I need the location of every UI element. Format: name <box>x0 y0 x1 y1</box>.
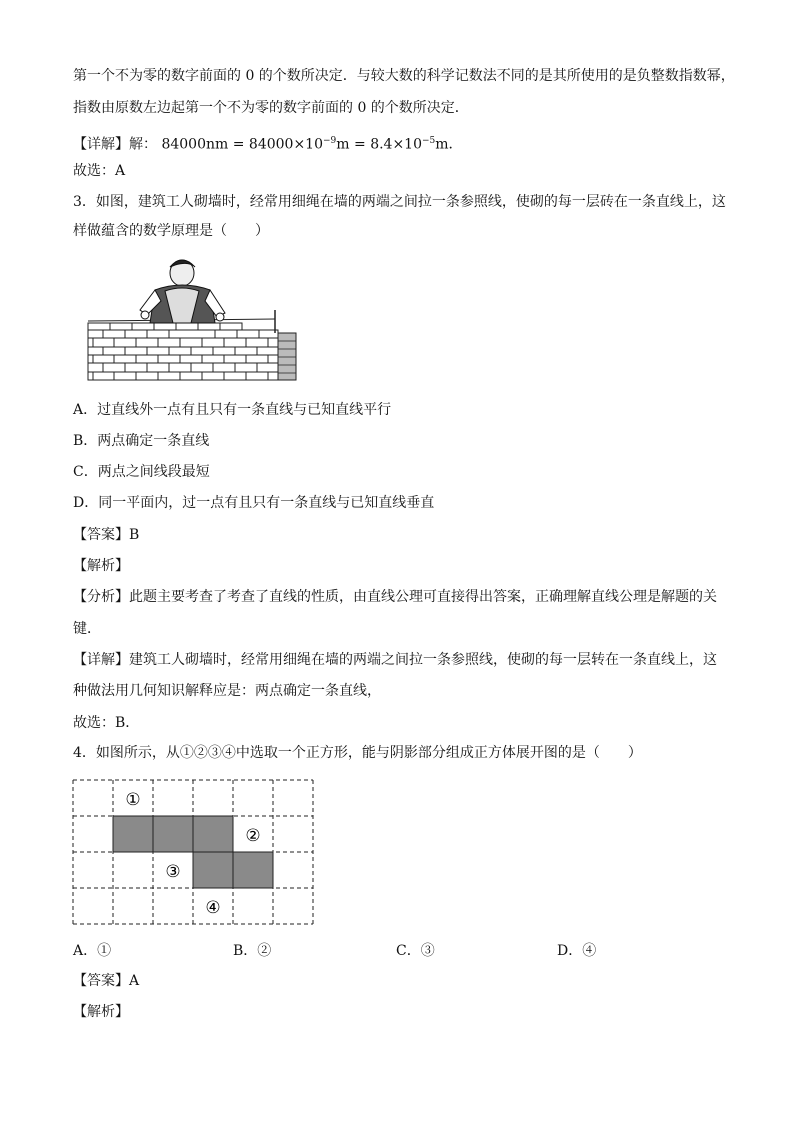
q3-option-b: B．两点确定一条直线 <box>73 433 210 449</box>
q4-stem: 4．如图所示，从①②③④中选取一个正方形，能与阴影部分组成正方体展开图的是（ ） <box>73 745 642 761</box>
grid-label-2: ② <box>245 826 261 846</box>
grid-label-1: ① <box>125 790 141 810</box>
q3-analysis-heading: 【解析】 <box>73 558 129 574</box>
q2-choice: 故选：A <box>73 163 126 179</box>
q2-exponent-a: −9 <box>323 136 337 146</box>
q3-stem-line-1: 3．如图，建筑工人砌墙时，经常用细绳在墙的两端之间拉一条参照线，使砌的每一层砖在一条直线上，这 <box>73 194 726 210</box>
q3-answer: 【答案】B <box>73 527 140 543</box>
q3-stem-line-2: 样做蕴含的数学原理是（ ） <box>73 223 269 239</box>
q4-analysis-heading: 【解析】 <box>73 1004 129 1020</box>
q2-exponent-b: −5 <box>422 136 436 146</box>
q4-option-c: C．③ <box>396 943 435 959</box>
q2-formula-part-a: 84000nm = 84000×10 <box>161 136 323 153</box>
bricklayer-figure <box>85 255 300 385</box>
q3-detail-line-2: 种做法用几何知识解释应是：两点确定一条直线， <box>73 683 381 699</box>
q2-formula-part-b: m = 8.4×10 <box>336 136 422 153</box>
q3-detail-line-1: 【详解】建筑工人砌墙时，经常用细绳在墙的两端之间拉一条参照线，使砌的每一层转在一条直线上，这 <box>73 652 717 668</box>
grid-label-4: ④ <box>205 898 221 918</box>
intro-line-1: 第一个不为零的数字前面的 0 的个数所决定．与较大数的科学记数法不同的是其所使用的是负整数指数幂， <box>73 68 735 84</box>
intro-line-2: 指数由原数左边起第一个不为零的数字前面的 0 的个数所决定． <box>73 100 469 116</box>
q3-choice: 故选：B． <box>73 715 140 731</box>
q2-formula-part-c: m． <box>435 136 463 153</box>
q4-options <box>73 940 753 960</box>
cube-net-grid-figure <box>70 776 315 928</box>
q3-analysis-line-1: 【分析】此题主要考查了考查了直线的性质，由直线公理可直接得出答案，正确理解直线公理是解题的关 <box>73 589 717 605</box>
q2-detail-label: 【详解】解： <box>73 136 157 153</box>
q3-option-d: D．同一平面内，过一点有且只有一条直线与已知直线垂直 <box>73 495 435 511</box>
q3-option-a: A．过直线外一点有且只有一条直线与已知直线平行 <box>73 402 392 418</box>
q4-option-a: A．① <box>73 943 112 959</box>
grid-label-3: ③ <box>165 862 181 882</box>
q2-detail <box>73 131 754 155</box>
q3-analysis-line-2: 键． <box>73 621 101 637</box>
q4-option-d: D．④ <box>557 943 597 959</box>
q3-option-c: C．两点之间线段最短 <box>73 464 210 480</box>
q4-option-b: B．② <box>233 943 272 959</box>
q4-answer: 【答案】A <box>73 973 140 989</box>
